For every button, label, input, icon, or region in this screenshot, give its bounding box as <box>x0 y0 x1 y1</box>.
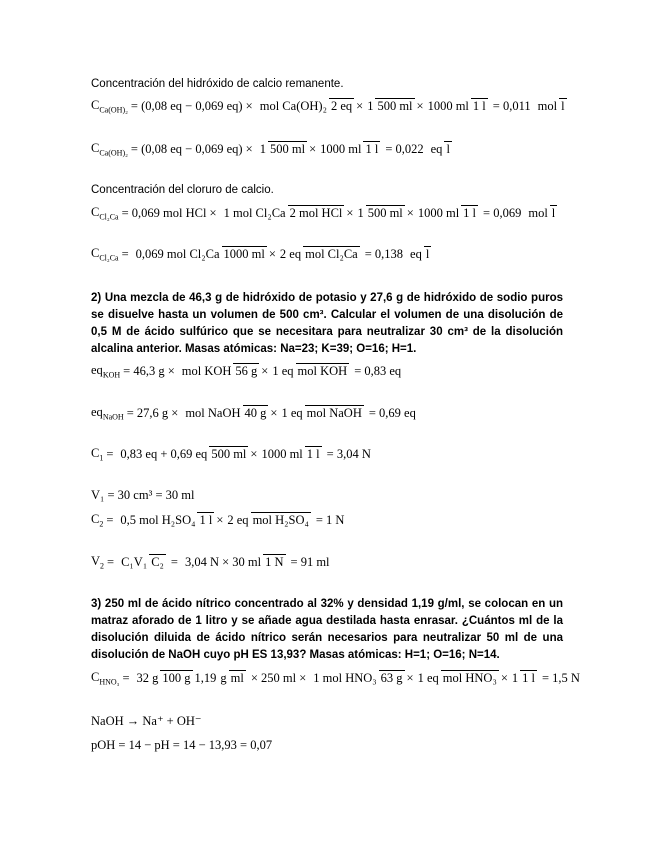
equation-2: $C_{Ca(OH)_2}$ = (0,08 eq − 0,069 eq) × 1 500 ml × 1000 ml 1 l = 0,022 eq l <box>91 141 450 158</box>
equation-4: $C_{Cl_2Ca}$ = 0,069 mol Cl₂Ca 1000 ml × 2 eq mol Cl₂Ca = 0,138 eq l <box>91 246 430 263</box>
fraction-unit: mol l <box>537 98 565 113</box>
eq-result: = 0,83 eq <box>354 363 402 378</box>
problem-3-statement: 3) 250 ml de ácido nítrico concentrado al 32% y densidad 1,19 g/ml, se colocan en un matraz aforado de 1 litro y se añade agua destilada hasta enrasar. ¿Cuántos ml de la disolución diluida de ácido nítrico serán necesarios para neutralizar 50 ml de una disolución de NaOH cuyo pH ES 13,93? Masas atómicas: H=1; O=16; N=14. <box>91 598 563 661</box>
eq-lhs: $C_{Ca(OH)_2}$ <box>91 141 128 158</box>
fraction-unit: mol l <box>528 205 556 220</box>
eq-result: = 0,69 eq <box>368 405 416 420</box>
heading-calcium-hydroxide: Concentración del hidróxido de calcio remanente. <box>91 78 344 90</box>
eq-term: = 0,069 mol HCl × <box>121 205 217 220</box>
equation-6: $eq_{NaOH}$ = 27,6 g × mol NaOH 40 g × 1 eq mol NaOH = 0,69 eq <box>91 405 416 422</box>
equation-3: $C_{Cl_2Ca}$ = 0,069 mol HCl × 1 mol Cl₂Ca 2 mol HCl × 1 500 ml × 1000 ml 1 l = 0,069 mol l <box>91 205 556 222</box>
eq-result: = 0,011 <box>492 98 531 113</box>
eq-lhs: $C_2$ <box>91 512 104 529</box>
eq-lhs: $C_{Ca(OH)_2}$ <box>91 98 128 115</box>
heading-calcium-chloride: Concentración del cloruro de calcio. <box>91 184 274 196</box>
fraction: 0,5 mol H₂SO₄ 1 l <box>120 512 213 527</box>
fraction: 1000 ml 1 l <box>261 446 320 461</box>
eq-lhs: $C_1$ <box>91 446 104 463</box>
fraction: mol NaOH 40 g <box>185 405 267 420</box>
fraction: C₁V₁ C₂ <box>121 554 164 569</box>
equation-5: $eq_{KOH}$ = 46,3 g × mol KOH 56 g × 1 eq mol KOH = 0,83 eq <box>91 363 402 380</box>
eq-term: = (0,08 eq − 0,069 eq) × <box>130 141 253 156</box>
fraction: mol KOH 56 g <box>181 363 258 378</box>
fraction: 1 eq mol HNO₃ <box>417 670 497 685</box>
eq-lhs: $eq_{KOH}$ <box>91 363 121 380</box>
fraction-unit: eq l <box>410 246 430 261</box>
eq-text: NaOH → Na⁺ + OH⁻ <box>91 714 202 728</box>
eq-term: = 27,6 g × <box>126 405 179 420</box>
fraction: 1 eq mol KOH <box>272 363 348 378</box>
eq-text: pOH = 14 − pH = 14 − 13,93 = 0,07 <box>91 738 273 752</box>
eq-lhs: $C_{HNO_3}$ <box>91 670 120 687</box>
eq-result: = 0,022 <box>385 141 424 156</box>
eq-term: = (0,08 eq − 0,069 eq) × <box>130 98 253 113</box>
eq-result: = 0,069 <box>483 205 522 220</box>
eq-result: = 1 N <box>315 512 345 527</box>
equation-1: $C_{Ca(OH)_2}$ = (0,08 eq − 0,069 eq) × mol Ca(OH)₂ 2 eq × 1 500 ml × 1000 ml 1 l = 0,011 mol l <box>91 98 565 115</box>
eq-term: × 250 ml × <box>250 670 307 685</box>
equation-10: $V_2$ = C₁V₁ C₂ = 3,04 N × 30 ml 1 N = 91 ml <box>91 554 330 571</box>
fraction: 1 mol HNO₃ 63 g <box>313 670 403 685</box>
fraction: 2 eq mol H₂SO₄ <box>227 512 309 527</box>
fraction: 1 500 ml <box>357 205 403 220</box>
fraction: 1000 ml 1 l <box>320 141 379 156</box>
fraction: 3,04 N × 30 ml 1 N <box>184 554 284 569</box>
eq-text: V₁ = 30 cm³ = 30 ml <box>91 488 195 502</box>
equation-9: $C_2$ = 0,5 mol H₂SO₄ 1 l × 2 eq mol H₂SO₄ = 1 N <box>91 512 345 529</box>
fraction: 1000 ml 1 l <box>427 98 486 113</box>
eq-lhs: $C_{Cl_2Ca}$ <box>91 205 119 222</box>
eq-lhs: $V_2$ <box>91 554 105 571</box>
fraction: 1 1 l <box>511 670 535 685</box>
fraction: 1 500 ml <box>259 141 306 156</box>
fraction: mol Ca(OH)₂ 2 eq <box>259 98 353 113</box>
equation-8 <box>91 488 194 503</box>
fraction: g ml <box>220 670 244 685</box>
eq-result: = 1,5 N <box>541 670 580 685</box>
fraction: 1 mol Cl₂Ca 2 mol HCl <box>223 205 343 220</box>
fraction: 1 500 ml <box>367 98 413 113</box>
eq-lhs: $eq_{NaOH}$ <box>91 405 124 422</box>
equation-7: $C_1$ = 0,83 eq + 0,69 eq 500 ml × 1000 ml 1 l = 3,04 N <box>91 446 371 463</box>
fraction: 1000 ml 1 l <box>417 205 477 220</box>
problem-2-statement: 2) Una mezcla de 46,3 g de hidróxido de potasio y 27,6 g de hidróxido de sodio puros se disuelve hasta un volumen de 500 cm³. Calcular el volumen de una disolución de 0,5 M de ácido sulfúrico que se necesitara para neutralizar 30 cm³ de la disolución alcalina anterior. Masas atómicas: Na=23; K=39; O=16; H=1. <box>91 292 563 355</box>
fraction-unit: eq l <box>430 141 450 156</box>
eq-result: = 91 ml <box>290 554 330 569</box>
fraction: 0,069 mol Cl₂Ca 1000 ml <box>135 246 265 261</box>
equation-13 <box>91 738 272 753</box>
fraction: 0,83 eq + 0,69 eq 500 ml <box>120 446 247 461</box>
eq-result: = 0,138 <box>364 246 404 261</box>
eq-lhs: $C_{Cl_2Ca}$ <box>91 246 119 263</box>
fraction: 32 g 100 g <box>136 670 191 685</box>
fraction: 1 eq mol NaOH <box>281 405 362 420</box>
eq-term: 1,19 <box>194 670 217 685</box>
eq-term: = 46,3 g × <box>123 363 175 378</box>
fraction: 2 eq mol Cl₂Ca <box>279 246 358 261</box>
eq-result: = 3,04 N <box>326 446 371 461</box>
equation-11: $C_{HNO_3}$ = 32 g 100 g 1,19 g ml × 250 ml × 1 mol HNO₃ 63 g × 1 eq mol HNO₃ × 1 1 l = 1,5 N <box>91 670 580 687</box>
equation-12 <box>91 713 202 729</box>
